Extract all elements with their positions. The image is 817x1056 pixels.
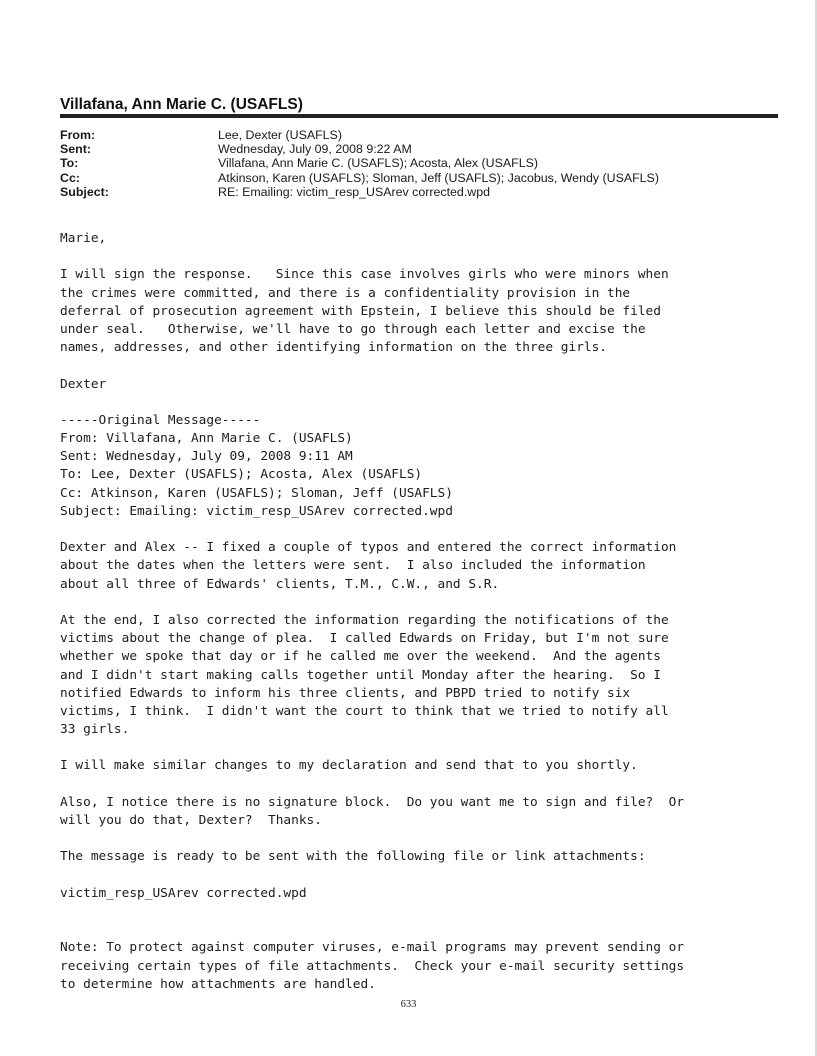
body-line: whether we spoke that day or if he called me over the weekend. And the agents — [60, 649, 661, 665]
body-line: Dexter — [60, 376, 107, 392]
blank-line — [60, 903, 780, 921]
blank-line — [60, 248, 780, 266]
email-headers — [60, 128, 780, 199]
header-label: Sent: — [60, 142, 91, 157]
header-value: Villafana, Ann Marie C. (USAFLS); Acosta, Alex (USAFLS) — [218, 156, 538, 171]
body-line: names, addresses, and other identifying information on the three girls. — [60, 340, 608, 356]
blank-line — [60, 357, 780, 375]
body-line: -----Original Message----- — [60, 412, 261, 428]
blank-line — [60, 594, 780, 612]
blank-line — [60, 394, 780, 412]
title-rule — [60, 114, 778, 118]
body-line: At the end, I also corrected the information regarding the notifications of the — [60, 612, 669, 628]
header-value: Wednesday, July 09, 2008 9:22 AM — [218, 142, 412, 157]
header-label: Cc: — [60, 170, 80, 185]
header-row-subject — [60, 185, 780, 199]
body-line: the crimes were committed, and there is a confidentiality provision in the — [60, 285, 631, 301]
body-line: deferral of prosecution agreement with Epstein, I believe this should be filed — [60, 303, 661, 319]
body-line: Note: To protect against computer viruses, e-mail programs may prevent sending or — [60, 940, 685, 956]
blank-line — [60, 739, 780, 757]
header-row-sent — [60, 142, 780, 156]
body-line: victims about the change of plea. I called Edwards on Friday, but I'm not sure — [60, 631, 669, 647]
body-line: Sent: Wednesday, July 09, 2008 9:11 AM — [60, 449, 353, 465]
body-line: Cc: Atkinson, Karen (USAFLS); Sloman, Jeff (USAFLS) — [60, 485, 453, 501]
blank-line — [60, 921, 780, 939]
body-line: victims, I think. I didn't want the court to think that we tried to notify all — [60, 703, 669, 719]
blank-line — [60, 776, 780, 794]
body-line: From: Villafana, Ann Marie C. (USAFLS) — [60, 431, 353, 447]
blank-line — [60, 867, 780, 885]
body-line: under seal. Otherwise, we'll have to go through each letter and excise the — [60, 321, 646, 337]
body-line: notified Edwards to inform his three clients, and PBPD tried to notify six — [60, 685, 631, 701]
page-number: 633 — [400, 999, 417, 1010]
body-line: will you do that, Dexter? Thanks. — [60, 813, 322, 828]
header-row-to — [60, 156, 780, 170]
header-row-cc — [60, 171, 780, 185]
body-line: Also, I notice there is no signature block. Do you want me to sign and file? Or — [60, 794, 685, 810]
header-label: To: — [60, 156, 79, 171]
body-line: I will sign the response. Since this case involves girls who were minors when — [60, 267, 669, 283]
body-line: I will make similar changes to my declaration and send that to you shortly. — [60, 758, 638, 774]
header-label: Subject: — [60, 184, 109, 199]
body-line: To: Lee, Dexter (USAFLS); Acosta, Alex (USAFLS) — [60, 467, 423, 483]
body-line: to determine how attachments are handled. — [60, 976, 376, 992]
body-line: about all three of Edwards' clients, T.M., C.W., and S.R. — [60, 576, 500, 592]
body-line: victim_resp_USArev corrected.wpd — [60, 885, 307, 901]
body-line: 33 girls. — [60, 722, 130, 738]
body-line: Marie, — [60, 231, 107, 246]
body-line: about the dates when the letters were sent. I also included the information — [60, 558, 646, 574]
blank-line — [60, 830, 780, 848]
page-title: Villafana, Ann Marie C. (USAFLS) — [60, 96, 303, 113]
email-body — [60, 230, 780, 994]
body-line: Subject: Emailing: victim_resp_USArev corrected.wpd — [60, 503, 453, 519]
header-value: RE: Emailing: victim_resp_USArev corrected.wpd — [218, 184, 491, 199]
body-line: Dexter and Alex -- I fixed a couple of typos and entered the correct information — [60, 540, 677, 556]
body-line: receiving certain types of file attachments. Check your e-mail security settings — [60, 958, 685, 974]
blank-line — [60, 521, 780, 539]
header-label: From: — [60, 128, 96, 142]
body-line: and I didn't start making calls together until Monday after the hearing. So I — [60, 667, 661, 683]
header-value: Lee, Dexter (USAFLS) — [218, 128, 342, 142]
body-line: The message is ready to be sent with the following file or link attachments: — [60, 849, 646, 865]
header-value: Atkinson, Karen (USAFLS); Sloman, Jeff (USAFLS); Jacobus, Wendy (USAFLS) — [218, 170, 659, 185]
header-row-from — [60, 128, 780, 142]
